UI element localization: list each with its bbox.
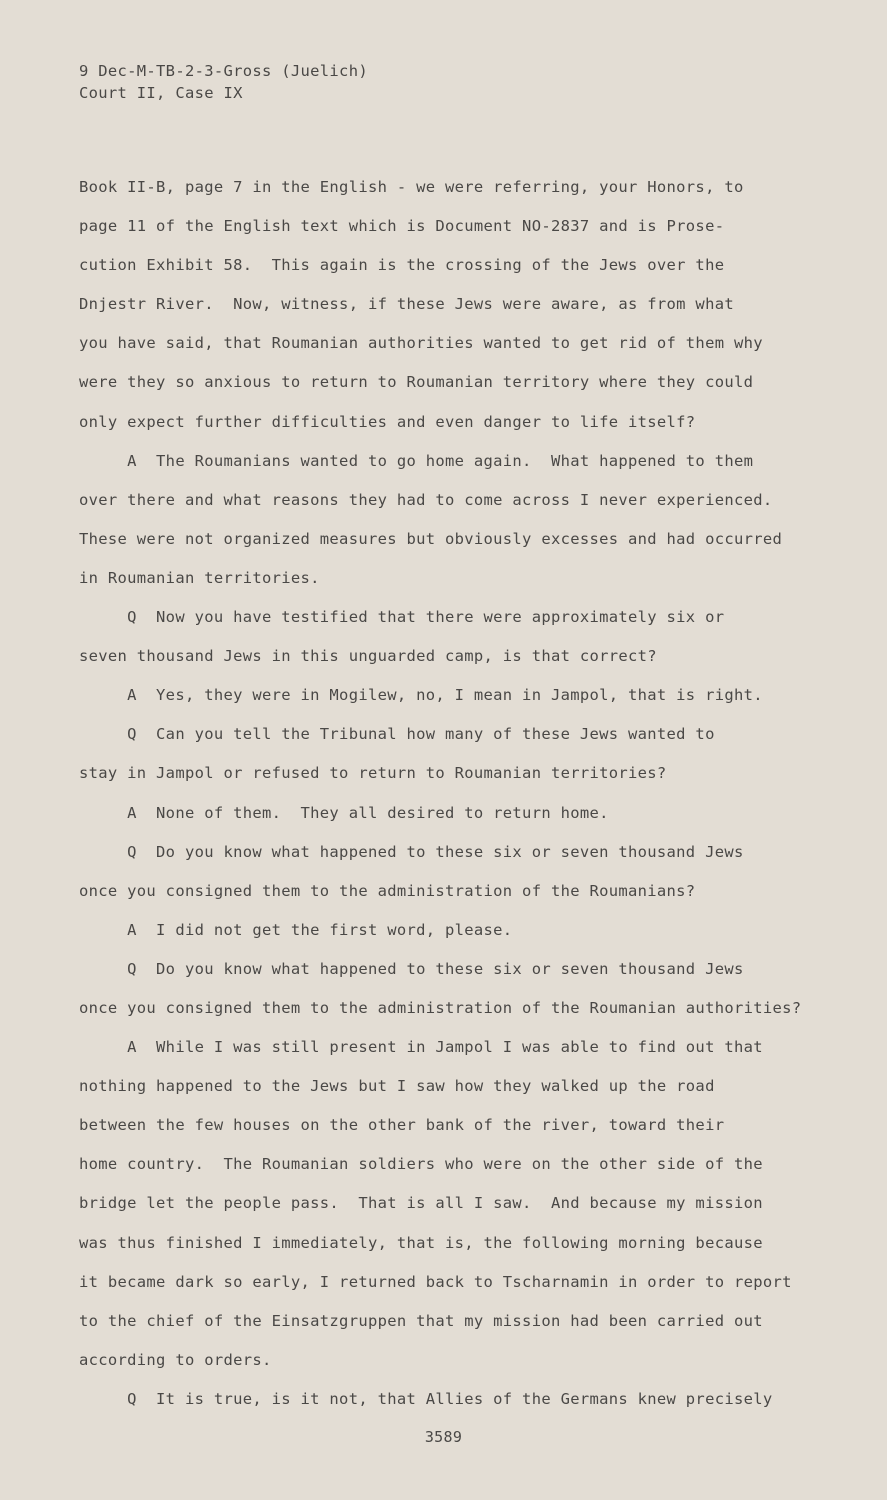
text-line: A While I was still present in Jampol I was able to find out that bbox=[79, 1038, 763, 1057]
text-line: Q Do you know what happened to these six or seven thousand Jews bbox=[79, 842, 744, 861]
text-line: once you consigned them to the administration of the Roumanian authorities? bbox=[79, 998, 802, 1017]
text-line: over there and what reasons they had to come across I never experienced. bbox=[79, 490, 773, 509]
text-line: A The Roumanians wanted to go home again. What happened to them bbox=[79, 451, 754, 470]
text-line: seven thousand Jews in this unguarded camp, is that correct? bbox=[79, 647, 657, 666]
text-line: according to orders. bbox=[79, 1350, 272, 1369]
transcript-body bbox=[79, 175, 802, 1426]
text-line: Q Can you tell the Tribunal how many of these Jews wanted to bbox=[79, 725, 715, 744]
text-line: home country. The Roumanian soldiers who were on the other side of the bbox=[79, 1155, 763, 1174]
text-line: it became dark so early, I returned back to Tscharnamin in order to report bbox=[79, 1272, 792, 1291]
text-line: Q Now you have testified that there were approximately six or bbox=[79, 608, 725, 627]
text-line: you have said, that Roumanian authorities wanted to get rid of them why bbox=[79, 334, 763, 353]
text-line: in Roumanian territories. bbox=[79, 568, 320, 587]
page-number: 3589 bbox=[424, 1428, 463, 1446]
text-line: A Yes, they were in Mogilew, no, I mean in Jampol, that is right. bbox=[79, 686, 763, 705]
text-line: to the chief of the Einsatzgruppen that my mission had been carried out bbox=[79, 1311, 763, 1330]
text-line: only expect further difficulties and even danger to life itself? bbox=[79, 412, 696, 431]
text-line: Q Do you know what happened to these six or seven thousand Jews bbox=[79, 959, 744, 978]
text-line: cution Exhibit 58. This again is the crossing of the Jews over the bbox=[79, 256, 725, 275]
text-line: A None of them. They all desired to return home. bbox=[79, 803, 609, 822]
document-header bbox=[79, 60, 368, 104]
header-court: Court II, Case IX bbox=[79, 84, 243, 102]
text-line: Book II-B, page 7 in the English - we were referring, your Honors, to bbox=[79, 178, 744, 196]
text-line: bridge let the people pass. That is all I saw. And because my mission bbox=[79, 1194, 763, 1213]
text-line: Q It is true, is it not, that Allies of the Germans knew precisely bbox=[79, 1389, 773, 1408]
text-line: page 11 of the English text which is Document NO-2837 and is Prose- bbox=[79, 217, 725, 236]
text-line: stay in Jampol or refused to return to Roumanian territories? bbox=[79, 764, 667, 783]
text-line: Dnjestr River. Now, witness, if these Jews were aware, as from what bbox=[79, 295, 734, 314]
text-line: once you consigned them to the administration of the Roumanians? bbox=[79, 881, 696, 900]
text-line: were they so anxious to return to Roumanian territory where they could bbox=[79, 373, 754, 392]
text-line: was thus finished I immediately, that is, the following morning because bbox=[79, 1233, 763, 1252]
text-line: between the few houses on the other bank of the river, toward their bbox=[79, 1116, 725, 1135]
text-line: These were not organized measures but obviously excesses and had occurred bbox=[79, 529, 783, 548]
header-reference: 9 Dec-M-TB-2-3-Gross (Juelich) bbox=[79, 62, 368, 80]
text-line: A I did not get the first word, please. bbox=[79, 920, 513, 939]
text-line: nothing happened to the Jews but I saw how they walked up the road bbox=[79, 1077, 715, 1096]
